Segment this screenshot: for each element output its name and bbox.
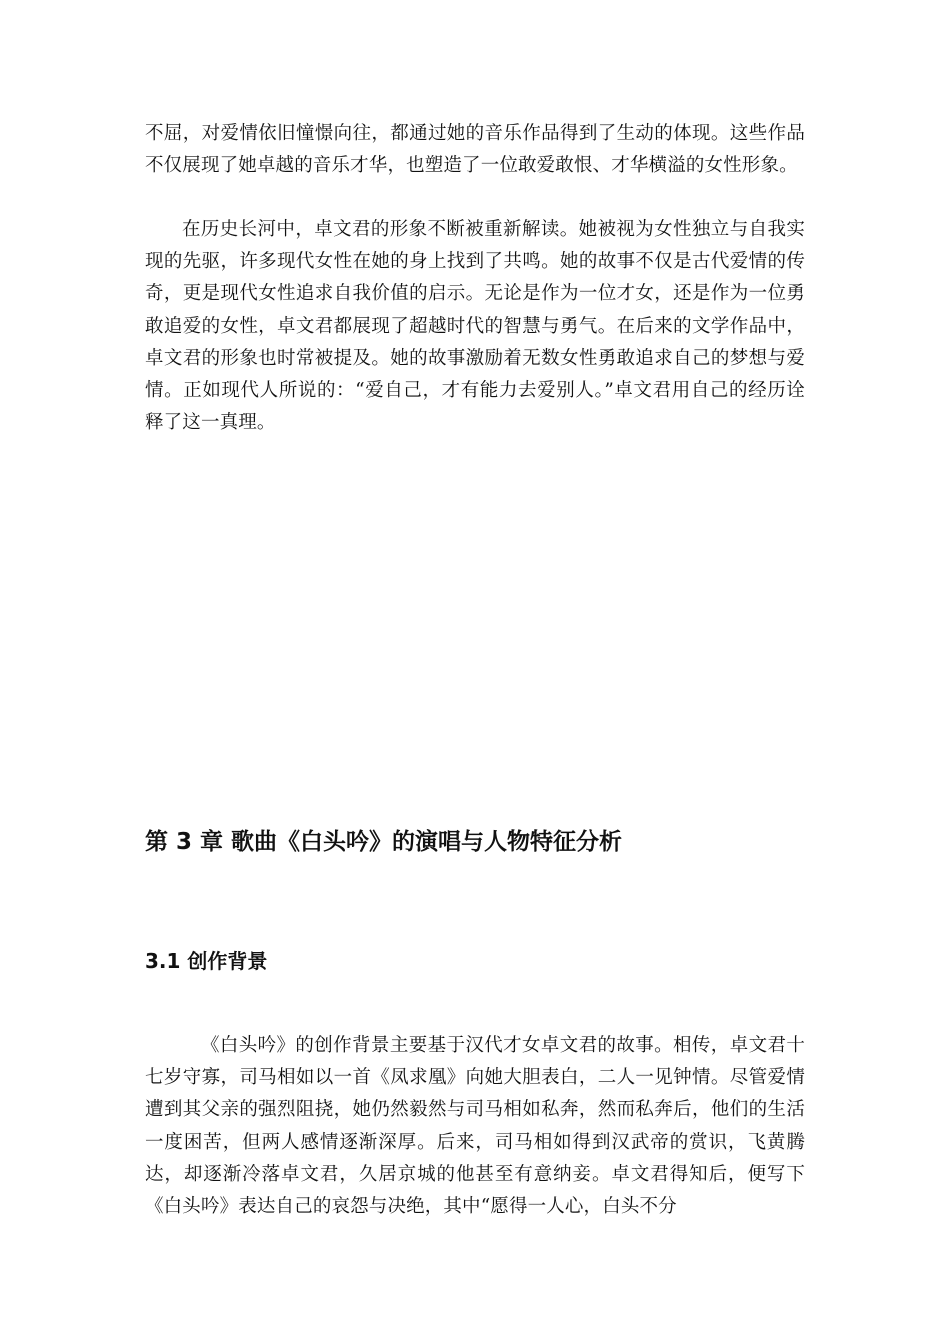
paragraph-continuation: 不屈，对爱情依旧憧憬向往，都通过她的音乐作品得到了生动的体现。这些作品不仅展现了她卓越的音乐才华，也塑造了一位敢爱敢恨、才华横溢的女性形象。 [145, 123, 805, 177]
paragraph-creation-background: 《白头吟》的创作背景主要基于汉代才女卓文君的故事。相传，卓文君十七岁守寡，司马相如以一首《凤求凰》向她大胆表白，二人一见钟情。尽管爱情遭到其父亲的强烈阻挠，她仍然毅然与司马相如私奔，然而私奔后，他们的生活一度困苦，但两人感情逐渐深厚。后来，司马相如得到汉武帝的赏识，飞黄腾达，却逐渐冷落卓文君，久居京城的他甚至有意纳妾。卓文君得知后，便写下《白头吟》表达自己的哀怨与决绝，其中“愿得一人心，白头不分 [145, 1035, 805, 1218]
section-title: 3.1 创作背景 [145, 949, 268, 973]
paragraph-zhuo-wenjun-legacy: 在历史长河中，卓文君的形象不断被重新解读。她被视为女性独立与自我实现的先驱，许多现代女性在她的身上找到了共鸣。她的故事不仅是古代爱情的传奇，更是现代女性追求自我价值的启示。无论是作为一位才女，还是作为一位勇敢追爱的女性，卓文君都展现了超越时代的智慧与勇气。在后来的文学作品中，卓文君的形象也时常被提及。她的故事激励着无数女性勇敢追求自己的梦想与爱情。正如现代人所说的：“爱自己，才有能力去爱别人。”卓文君用自己的经历诠释了这一真理。 [145, 219, 805, 434]
chapter-title: 第 3 章 歌曲《白头吟》的演唱与人物特征分析 [145, 829, 623, 855]
